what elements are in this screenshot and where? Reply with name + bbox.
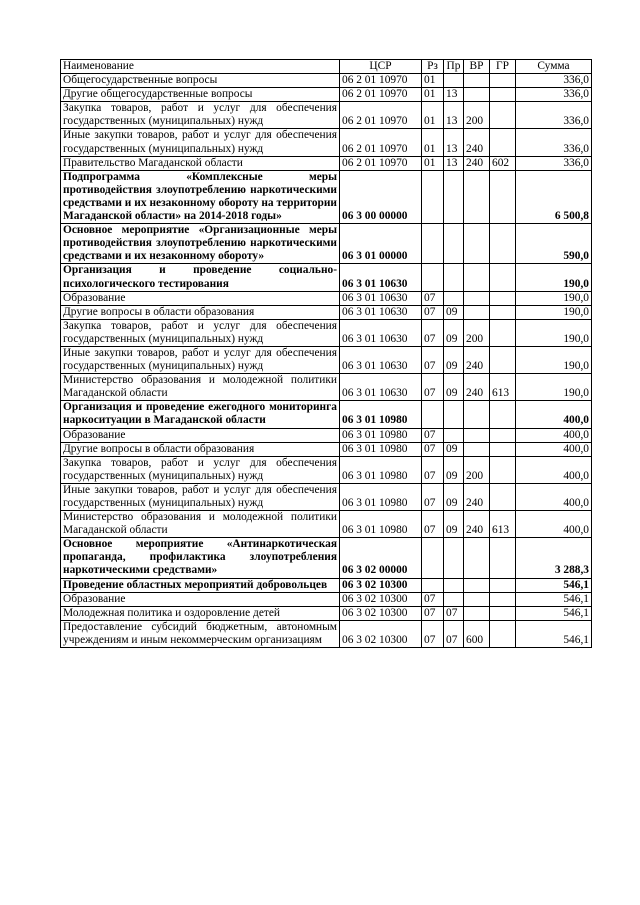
cell-vr [464,264,490,291]
table-row [61,88,592,102]
cell-pr: 13 [444,129,464,156]
cell-gr [490,401,516,428]
cell-csr: 06 3 01 10980 [340,456,422,483]
cell-gr [490,264,516,291]
cell-csr: 06 3 01 10630 [340,319,422,346]
cell-gr: 613 [490,374,516,401]
cell-pr [444,538,464,578]
cell-csr: 06 3 01 10980 [340,442,422,456]
cell-rz: 01 [422,102,444,129]
table-row [61,538,592,578]
cell-gr [490,428,516,442]
cell-sum: 400,0 [516,442,592,456]
cell-sum: 590,0 [516,224,592,264]
table-header-row [61,60,592,74]
cell-gr [490,346,516,373]
cell-vr: 240 [464,129,490,156]
cell-name: Другие вопросы в области образования [61,305,340,319]
cell-sum: 190,0 [516,346,592,373]
header-csr: ЦСР [340,60,422,74]
cell-vr [464,606,490,620]
cell-vr [464,401,490,428]
cell-gr [490,170,516,223]
cell-sum: 400,0 [516,428,592,442]
cell-sum: 400,0 [516,483,592,510]
table-row [61,606,592,620]
cell-rz [422,538,444,578]
cell-sum: 6 500,8 [516,170,592,223]
cell-vr [464,291,490,305]
cell-vr [464,592,490,606]
cell-pr: 09 [444,346,464,373]
table-row [61,291,592,305]
cell-vr [464,88,490,102]
table-row [61,592,592,606]
cell-rz [422,170,444,223]
cell-name: Закупка товаров, работ и услуг для обеспечения государственных (муниципальных) нужд [61,319,340,346]
cell-csr: 06 2 01 10970 [340,129,422,156]
cell-gr [490,291,516,305]
cell-rz: 07 [422,319,444,346]
cell-sum: 336,0 [516,88,592,102]
cell-name: Основное мероприятие «Антинаркотическая пропаганда, профилактика злоупотребления наркотическими средствами» [61,538,340,578]
cell-rz [422,224,444,264]
table-row [61,319,592,346]
cell-pr: 09 [444,483,464,510]
cell-csr: 06 3 02 10300 [340,592,422,606]
cell-sum: 400,0 [516,401,592,428]
cell-csr: 06 3 01 10630 [340,291,422,305]
cell-rz [422,264,444,291]
budget-table-page [60,59,592,648]
table-row [61,305,592,319]
cell-csr: 06 2 01 10970 [340,156,422,170]
cell-sum: 546,1 [516,578,592,592]
cell-pr [444,170,464,223]
cell-csr: 06 3 02 10300 [340,606,422,620]
cell-pr: 09 [444,319,464,346]
cell-vr [464,538,490,578]
cell-pr: 07 [444,620,464,647]
cell-sum: 190,0 [516,305,592,319]
cell-csr: 06 3 01 10980 [340,511,422,538]
cell-name: Организация и проведение ежегодного мониторинга наркоситуации в Магаданской области [61,401,340,428]
cell-pr: 09 [444,305,464,319]
cell-name: Образование [61,592,340,606]
cell-name: Другие вопросы в области образования [61,442,340,456]
cell-csr: 06 2 01 10970 [340,74,422,88]
cell-gr [490,606,516,620]
cell-gr [490,592,516,606]
cell-sum: 190,0 [516,319,592,346]
cell-name: Организация и проведение социально-психологического тестирования [61,264,340,291]
cell-gr [490,102,516,129]
budget-table [60,59,592,648]
cell-rz: 07 [422,620,444,647]
cell-pr: 09 [444,511,464,538]
cell-vr [464,442,490,456]
cell-csr: 06 2 01 10970 [340,102,422,129]
cell-pr [444,264,464,291]
table-row [61,129,592,156]
cell-csr: 06 3 00 00000 [340,170,422,223]
cell-csr: 06 3 02 00000 [340,538,422,578]
cell-pr [444,291,464,305]
table-row [61,74,592,88]
cell-csr: 06 3 02 10300 [340,620,422,647]
cell-csr: 06 3 01 10630 [340,346,422,373]
cell-gr [490,620,516,647]
cell-sum: 336,0 [516,156,592,170]
cell-name: Правительство Магаданской области [61,156,340,170]
cell-name: Образование [61,291,340,305]
cell-sum: 3 288,3 [516,538,592,578]
cell-sum: 336,0 [516,74,592,88]
cell-pr [444,592,464,606]
cell-gr [490,319,516,346]
cell-pr: 13 [444,88,464,102]
cell-sum: 190,0 [516,291,592,305]
table-row [61,620,592,647]
cell-gr [490,456,516,483]
cell-gr [490,305,516,319]
cell-vr: 200 [464,456,490,483]
cell-csr: 06 3 01 00000 [340,224,422,264]
cell-vr [464,305,490,319]
cell-rz: 01 [422,88,444,102]
cell-gr: 613 [490,511,516,538]
cell-name: Образование [61,428,340,442]
cell-name: Иные закупки товаров, работ и услуг для обеспечения государственных (муниципальных) нужд [61,483,340,510]
cell-gr [490,224,516,264]
cell-name: Проведение областных мероприятий добровольцев [61,578,340,592]
cell-rz: 07 [422,346,444,373]
cell-gr [490,578,516,592]
table-row [61,170,592,223]
cell-rz: 07 [422,428,444,442]
cell-gr [490,129,516,156]
cell-name: Другие общегосударственные вопросы [61,88,340,102]
cell-vr: 240 [464,346,490,373]
table-row [61,156,592,170]
table-row [61,374,592,401]
table-row [61,483,592,510]
header-name: Наименование [61,60,340,74]
cell-vr: 600 [464,620,490,647]
header-sum: Сумма [516,60,592,74]
cell-rz: 07 [422,592,444,606]
cell-sum: 336,0 [516,102,592,129]
cell-gr [490,88,516,102]
cell-rz: 07 [422,483,444,510]
cell-vr: 240 [464,374,490,401]
table-row [61,578,592,592]
cell-sum: 190,0 [516,264,592,291]
cell-vr: 240 [464,156,490,170]
cell-pr [444,74,464,88]
cell-rz: 07 [422,291,444,305]
table-row [61,428,592,442]
table-row [61,511,592,538]
cell-gr [490,483,516,510]
cell-csr: 06 3 01 10630 [340,305,422,319]
cell-vr [464,428,490,442]
cell-rz: 07 [422,606,444,620]
cell-vr: 240 [464,483,490,510]
cell-gr: 602 [490,156,516,170]
cell-name: Закупка товаров, работ и услуг для обеспечения государственных (муниципальных) нужд [61,456,340,483]
cell-csr: 06 3 01 10980 [340,428,422,442]
cell-vr [464,170,490,223]
cell-name: Иные закупки товаров, работ и услуг для обеспечения государственных (муниципальных) нужд [61,129,340,156]
cell-csr: 06 3 01 10630 [340,264,422,291]
cell-name: Молодежная политика и оздоровление детей [61,606,340,620]
header-gr: ГР [490,60,516,74]
cell-vr: 200 [464,319,490,346]
cell-gr [490,74,516,88]
header-pr: Пр [444,60,464,74]
cell-sum: 400,0 [516,511,592,538]
cell-name: Иные закупки товаров, работ и услуг для обеспечения государственных (муниципальных) нужд [61,346,340,373]
cell-rz: 07 [422,374,444,401]
table-row [61,401,592,428]
cell-pr: 09 [444,442,464,456]
table-row [61,264,592,291]
table-row [61,102,592,129]
cell-name: Общегосударственные вопросы [61,74,340,88]
cell-rz: 07 [422,305,444,319]
table-row [61,442,592,456]
cell-rz: 01 [422,156,444,170]
cell-pr: 13 [444,102,464,129]
cell-sum: 546,1 [516,606,592,620]
cell-rz: 01 [422,129,444,156]
cell-rz: 07 [422,442,444,456]
cell-name: Закупка товаров, работ и услуг для обеспечения государственных (муниципальных) нужд [61,102,340,129]
cell-gr [490,538,516,578]
cell-pr: 09 [444,456,464,483]
cell-name: Предоставление субсидий бюджетным, автономным учреждениям и иным некоммерческим организациям [61,620,340,647]
cell-vr: 240 [464,511,490,538]
header-rz: Рз [422,60,444,74]
cell-name: Министерство образования и молодежной политики Магаданской области [61,374,340,401]
cell-vr [464,74,490,88]
cell-csr: 06 3 02 10300 [340,578,422,592]
cell-csr: 06 3 01 10630 [340,374,422,401]
cell-rz: 01 [422,74,444,88]
cell-rz [422,401,444,428]
cell-pr: 13 [444,156,464,170]
cell-name: Подпрограмма «Комплексные меры противодействия злоупотреблению наркотическими средствами и их незаконному обороту на территории Магаданской области» на 2014-2018 годы» [61,170,340,223]
header-vr: ВР [464,60,490,74]
cell-pr [444,578,464,592]
cell-rz [422,578,444,592]
cell-pr: 07 [444,606,464,620]
cell-sum: 546,1 [516,620,592,647]
cell-csr: 06 2 01 10970 [340,88,422,102]
cell-vr [464,224,490,264]
cell-rz: 07 [422,511,444,538]
table-row [61,456,592,483]
cell-pr [444,224,464,264]
cell-name: Министерство образования и молодежной политики Магаданской области [61,511,340,538]
cell-csr: 06 3 01 10980 [340,483,422,510]
cell-name: Основное мероприятие «Организационные меры противодействия злоупотреблению наркотическими средствами и их незаконному обороту» [61,224,340,264]
cell-vr: 200 [464,102,490,129]
cell-pr [444,401,464,428]
cell-pr [444,428,464,442]
table-row [61,346,592,373]
cell-sum: 336,0 [516,129,592,156]
cell-pr: 09 [444,374,464,401]
cell-sum: 190,0 [516,374,592,401]
cell-vr [464,578,490,592]
cell-gr [490,442,516,456]
table-row [61,224,592,264]
cell-sum: 546,1 [516,592,592,606]
cell-rz: 07 [422,456,444,483]
cell-csr: 06 3 01 10980 [340,401,422,428]
cell-sum: 400,0 [516,456,592,483]
